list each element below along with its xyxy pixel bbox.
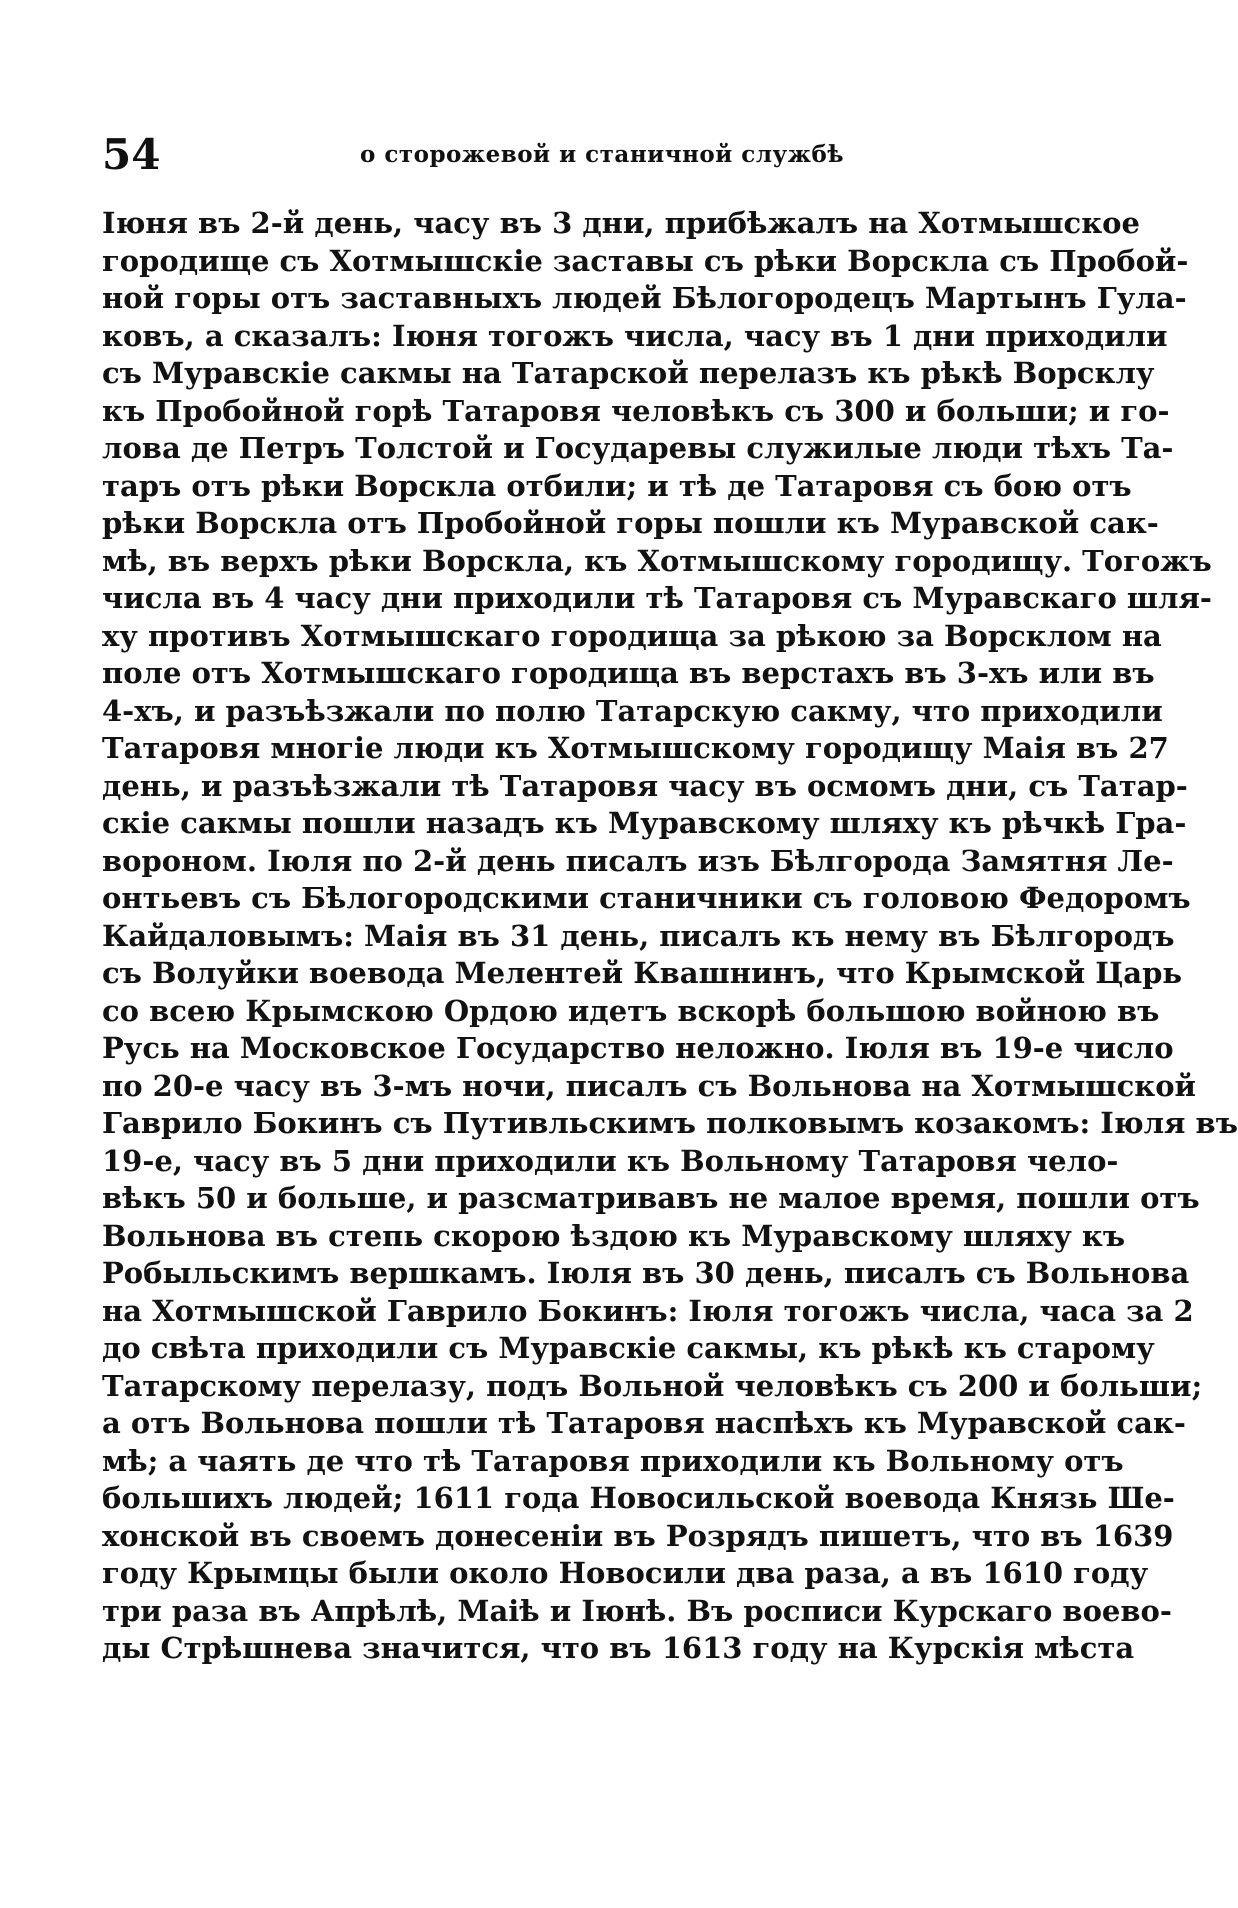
- text-line: Кайдаловымъ: Маія въ 31 день, писалъ къ нему въ Бѣлгородъ: [102, 918, 1175, 953]
- text-line: на Хотмышской Гаврило Бокинъ: Іюля тогожъ числа, часа за 2: [102, 1293, 1194, 1328]
- text-line: таръ отъ рѣки Ворскла отбили; и тѣ де Татаровя съ бою отъ: [102, 468, 1132, 503]
- text-line: со всею Крымскою Ордою идетъ вскорѣ большою войною въ: [102, 993, 1160, 1028]
- text-line: ды Стрѣшнева значится, что въ 1613 году на Курскія мѣста: [102, 1631, 1135, 1665]
- text-line: числа въ 4 часу дни приходили тѣ Татаровя съ Муравскаго шля-: [102, 581, 1212, 615]
- text-line: по 20-е часу въ 3-мъ ночи, писалъ съ Вольнова на Хотмышской: [102, 1068, 1197, 1103]
- page-header: [102, 130, 942, 180]
- text-line: ковъ, а сказалъ: Іюня тогожъ числа, часу въ 1 дни приходили: [102, 318, 1168, 353]
- text-line: году Крымцы были около Новосили два раза, а въ 1610 году: [102, 1556, 1149, 1590]
- text-line: Татарскому перелазу, подъ Вольной человѣкъ съ 200 и больши;: [102, 1368, 1203, 1403]
- text-line: вороном. Іюля по 2-й день писалъ изъ Бѣлгорода Замятня Ле-: [102, 843, 1174, 878]
- page-number: 54: [102, 130, 161, 179]
- text-line: день, и разъѣзжали тѣ Татаровя часу въ осмомъ дни, съ Татар-: [102, 768, 1188, 803]
- text-line: скіе сакмы пошли назадъ къ Муравскому шляху къ рѣчкѣ Гра-: [102, 806, 1187, 840]
- text-line: хонской въ своемъ донесеніи въ Розрядъ пишетъ, что въ 1639: [102, 1518, 1174, 1553]
- text-line: Гаврило Бокинъ съ Путивльскимъ полковымъ козакомъ: Іюля въ: [102, 1106, 1238, 1140]
- text-line: мѣ, въ верхъ рѣки Ворскла, къ Хотмышскому городищу. Тогожъ: [102, 543, 1212, 578]
- text-line: съ Волуйки воевода Мелентей Квашнинъ, что Крымской Царь: [102, 956, 1183, 990]
- text-line: ху противъ Хотмышскаго городища за рѣкою за Ворсклом на: [102, 618, 1162, 653]
- body-text: [102, 205, 1238, 1668]
- text-line: лова де Петръ Толстой и Государевы служилые люди тѣхъ Та-: [102, 431, 1174, 465]
- text-line: вѣкъ 50 и больше, и разсматривавъ не малое время, пошли отъ: [102, 1181, 1200, 1215]
- text-line: большихъ людей; 1611 года Новосильской воевода Князь Ше-: [102, 1481, 1175, 1515]
- text-line: три раза въ Апрѣлѣ, Маіѣ и Іюнѣ. Въ росписи Курскаго воево-: [102, 1593, 1172, 1628]
- text-line: Вольнова въ степь скорою ѣздою къ Муравскому шляху къ: [102, 1218, 1126, 1253]
- text-line: 19-е, часу въ 5 дни приходили къ Вольному Татаровя чело-: [102, 1143, 1119, 1178]
- text-line: городище съ Хотмышскіе заставы съ рѣки Ворскла съ Пробой-: [102, 243, 1189, 278]
- text-line: къ Пробойной горѣ Татаровя человѣкъ съ 300 и больши; и го-: [102, 393, 1170, 428]
- text-line: ной горы отъ заставныхъ людей Бѣлогородецъ Мартынъ Гула-: [102, 281, 1187, 315]
- running-head: о сторожевой и станичной службѣ: [360, 141, 844, 168]
- text-line: онтьевъ съ Бѣлогородскими станичники съ головою Федоромъ: [102, 881, 1191, 915]
- text-line: рѣки Ворскла отъ Пробойной горы пошли къ Муравской сак-: [102, 506, 1159, 540]
- text-line: Іюня въ 2-й день, часу въ 3 дни, прибѣжалъ на Хотмышское: [102, 206, 1140, 240]
- text-line: поле отъ Хотмышскаго городища въ верстахъ въ 3-хъ или въ: [102, 656, 1155, 690]
- text-line: а отъ Вольнова пошли тѣ Татаровя наспѣхъ къ Муравской сак-: [102, 1406, 1186, 1440]
- text-line: Робыльскимъ вершкамъ. Іюля въ 30 день, писалъ съ Вольнова: [102, 1256, 1190, 1290]
- text-line: до свѣта приходили съ Муравскіе сакмы, къ рѣкѣ къ старому: [102, 1331, 1155, 1365]
- text-line: 4-хъ, и разъѣзжали по полю Татарскую сакму, что приходили: [102, 693, 1163, 728]
- text-line: съ Муравскіе сакмы на Татарской перелазъ къ рѣкѣ Ворсклу: [102, 356, 1155, 390]
- text-line: мѣ; а чаять де что тѣ Татаровя приходили къ Вольному отъ: [102, 1443, 1124, 1478]
- text-line: Татаровя многіе люди къ Хотмышскому городищу Маія въ 27: [102, 731, 1169, 765]
- text-line: Русь на Московское Государство неложно. Іюля въ 19-е число: [102, 1031, 1174, 1065]
